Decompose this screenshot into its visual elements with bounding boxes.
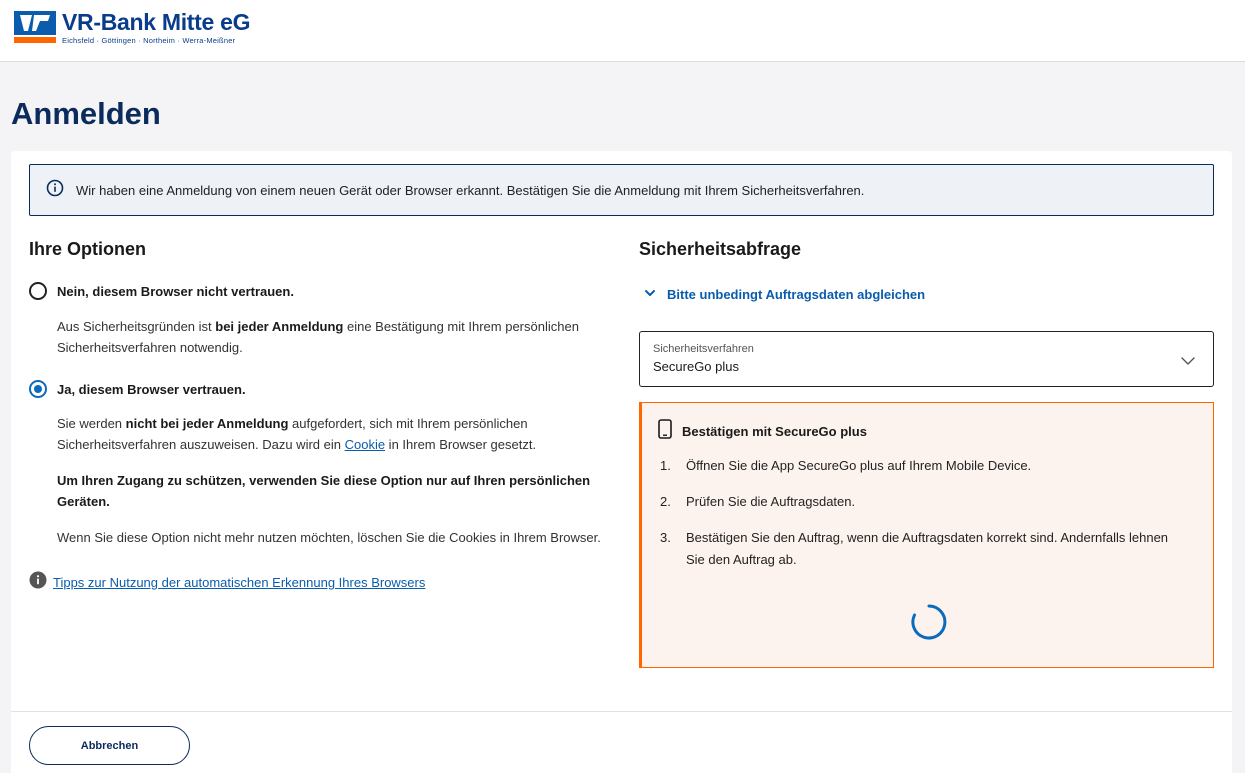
options-section xyxy=(29,239,609,594)
bank-subline: Eichsfeld · Göttingen · Northeim · Werra-Meißner xyxy=(62,36,236,45)
smartphone-icon xyxy=(658,419,672,444)
volksbank-logo-icon xyxy=(14,11,56,43)
security-heading: Sicherheitsabfrage xyxy=(639,239,802,259)
security-method-label: Sicherheitsverfahren xyxy=(653,343,754,355)
order-data-toggle-label: Bitte unbedingt Auftragsdaten abgleichen xyxy=(667,287,926,302)
confirm-steps xyxy=(660,455,1180,585)
login-card xyxy=(11,151,1232,773)
list-item: 1. Öffnen Sie die App SecureGo plus auf Ihrem Mobile Device. xyxy=(660,458,1032,473)
cookie-link[interactable]: Cookie xyxy=(344,437,386,452)
list-item: 3. Bestätigen Sie den Auftrag, wenn die Auftragsdaten korrekt sind. Andernfalls lehnen Sie den Auftrag ab. xyxy=(660,530,1169,567)
chevron-down-icon xyxy=(643,286,657,303)
info-banner xyxy=(29,164,1214,216)
bank-logo[interactable] xyxy=(14,11,250,45)
trust-note: Wenn Sie diese Option nicht mehr nutzen möchten, löschen Sie die Cookies in Ihrem Browser. xyxy=(57,530,601,545)
page-title: Anmelden xyxy=(11,96,161,131)
order-data-toggle[interactable] xyxy=(643,286,1215,303)
confirm-box-title: Bestätigen mit SecureGo plus xyxy=(682,424,867,439)
security-method-select[interactable] xyxy=(639,331,1214,387)
security-section xyxy=(639,239,1215,567)
radio-no-trust-label: Nein, diesem Browser nicht vertrauen. xyxy=(57,283,294,299)
radio-trust[interactable] xyxy=(29,380,609,398)
radio-no-trust[interactable] xyxy=(29,282,609,300)
bank-name: VR-Bank Mitte eG xyxy=(62,9,251,35)
trust-warning: Um Ihren Zugang zu schützen, verwenden Sie diese Option nur auf Ihren persönlichen Geräten. xyxy=(57,473,591,509)
trust-description: Sie werden nicht bei jeder Anmeldung aufgefordert, sich mit Ihrem persönlichen Sicherheitsverfahren auszuweisen. Dazu wird ein Cookie in Ihrem Browser gesetzt. xyxy=(57,416,537,452)
info-icon xyxy=(46,179,64,202)
radio-trust-circle[interactable] xyxy=(29,380,47,398)
info-filled-icon xyxy=(29,571,47,594)
select-chevron-icon xyxy=(1181,353,1195,371)
list-item: 2. Prüfen Sie die Auftragsdaten. xyxy=(660,494,856,509)
radio-no-trust-circle[interactable] xyxy=(29,282,47,300)
radio-trust-label: Ja, diesem Browser vertrauen. xyxy=(57,381,246,397)
security-method-value: SecureGo plus xyxy=(653,359,739,374)
info-banner-text: Wir haben eine Anmeldung von einem neuen Gerät oder Browser erkannt. Bestätigen Sie die Anmeldung mit Ihrem Sicherheitsverfahren. xyxy=(76,182,865,198)
header-bar xyxy=(0,0,1245,62)
tips-link[interactable]: Tipps zur Nutzung der automatischen Erkennung Ihres Browsers xyxy=(53,575,426,590)
options-heading: Ihre Optionen xyxy=(29,239,146,259)
footer-divider xyxy=(11,711,1232,712)
no-trust-description: Aus Sicherheitsgründen ist bei jeder Anmeldung eine Bestätigung mit Ihrem persönlichen Sicherheitsverfahren notwendig. xyxy=(57,319,579,355)
securego-confirm-box xyxy=(639,402,1214,668)
tips-row xyxy=(29,571,609,594)
cancel-button[interactable]: Abbrechen xyxy=(29,726,190,765)
loading-spinner-icon xyxy=(910,603,948,646)
